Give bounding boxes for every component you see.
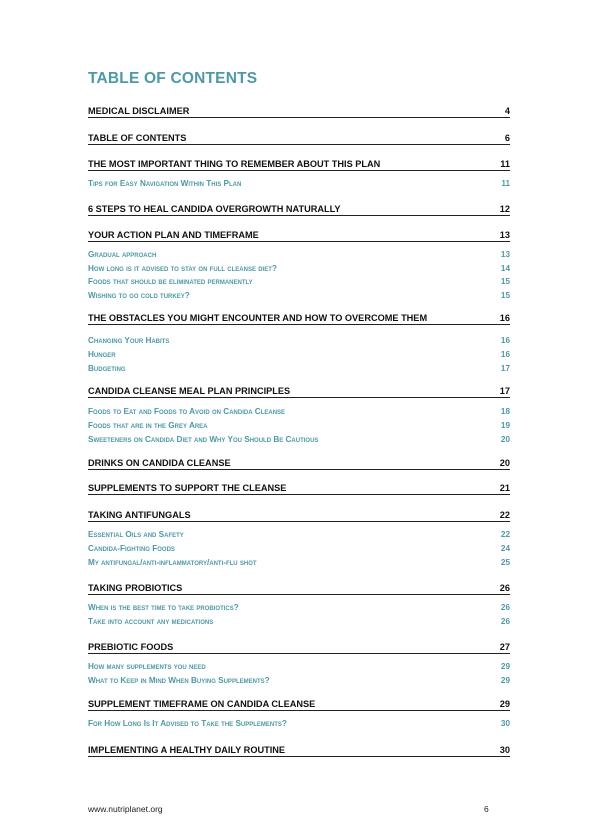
toc-entry-label: What to Keep in Mind When Buying Supplements? [88, 676, 270, 685]
toc-section-entry[interactable] [88, 697, 510, 711]
toc-subsection-entry[interactable] [88, 289, 510, 300]
toc-entry-label: Sweeteners on Candida Diet and Why You Should Be Cautious [88, 435, 319, 444]
toc-entry-label: When is the best time to take probiotics? [88, 603, 239, 612]
page-title: TABLE OF CONTENTS [88, 70, 258, 87]
toc-entry-label: Wishing to go cold turkey? [88, 291, 190, 300]
toc-entry-label: YOUR ACTION PLAN AND TIMEFRAME [88, 230, 259, 240]
toc-entry-label: THE OBSTACLES YOU MIGHT ENCOUNTER AND HOW TO OVERCOME THEM [88, 313, 428, 323]
toc-section-entry[interactable] [88, 481, 510, 495]
toc-subsection-entry[interactable] [88, 334, 510, 345]
toc-entry-page-number: 18 [500, 407, 510, 416]
toc-entry-label: SUPPLEMENT TIMEFRAME ON CANDIDA CLEANSE [88, 699, 316, 709]
toc-entry-label: Foods to Eat and Foods to Avoid on Candida Cleanse [88, 407, 286, 416]
toc-subsection-entry[interactable] [88, 528, 510, 539]
toc-entry-label: Changing Your Habits [88, 336, 170, 345]
toc-subsection-entry[interactable] [88, 660, 510, 671]
toc-entry-label: MEDICAL DISCLAIMER [88, 106, 190, 116]
toc-subsection-entry[interactable] [88, 556, 510, 567]
toc-subsection-entry[interactable] [88, 362, 510, 373]
toc-entry-label: 6 STEPS TO HEAL CANDIDA OVERGROWTH NATURALLY [88, 204, 341, 214]
toc-section-entry[interactable] [88, 508, 510, 522]
toc-entry-page-number: 26 [500, 603, 510, 612]
toc-entry-page-number: 13 [499, 230, 510, 240]
toc-subsection-entry[interactable] [88, 717, 510, 728]
toc-entry-label: DRINKS ON CANDIDA CLEANSE [88, 458, 231, 468]
toc-section-entry[interactable] [88, 311, 510, 325]
toc-section-entry[interactable] [88, 131, 510, 145]
toc-entry-page-number: 15 [500, 291, 510, 300]
toc-section-entry[interactable] [88, 228, 510, 242]
toc-entry-label: Foods that are in the Grey Area [88, 421, 208, 430]
toc-entry-label: IMPLEMENTING A HEALTHY DAILY ROUTINE [88, 745, 286, 755]
toc-entry-page-number: 22 [499, 510, 510, 520]
toc-section-entry[interactable] [88, 202, 510, 216]
toc-entry-page-number: 30 [499, 745, 510, 755]
toc-entry-label: THE MOST IMPORTANT THING TO REMEMBER ABOUT THIS PLAN [88, 159, 381, 169]
toc-entry-page-number: 11 [500, 159, 510, 169]
toc-subsection-entry[interactable] [88, 248, 510, 259]
toc-section-entry[interactable] [88, 743, 510, 757]
toc-section-entry[interactable] [88, 104, 510, 118]
toc-entry-label: Essential Oils and Safety [88, 530, 184, 539]
toc-section-entry[interactable] [88, 157, 510, 171]
toc-entry-page-number: 30 [500, 719, 510, 728]
toc-entry-label: TAKING ANTIFUNGALS [88, 510, 191, 520]
toc-entry-page-number: 17 [499, 386, 510, 396]
toc-entry-page-number: 24 [500, 544, 510, 553]
toc-subsection-entry[interactable] [88, 419, 510, 430]
toc-entry-page-number: 20 [500, 435, 510, 444]
toc-entry-label: How long is it advised to stay on full cleanse diet? [88, 264, 277, 273]
toc-entry-page-number: 16 [500, 350, 510, 359]
toc-section-entry[interactable] [88, 456, 510, 470]
toc-entry-label: SUPPLEMENTS TO SUPPORT THE CLEANSE [88, 483, 287, 493]
toc-section-entry[interactable] [88, 640, 510, 654]
toc-entry-label: PREBIOTIC FOODS [88, 642, 174, 652]
toc-subsection-entry[interactable] [88, 262, 510, 273]
toc-subsection-entry[interactable] [88, 615, 510, 626]
toc-entry-page-number: 14 [500, 264, 510, 273]
toc-entry-page-number: 25 [500, 558, 510, 567]
footer-url: www.nutriplanet.org [88, 804, 163, 814]
toc-entry-page-number: 15 [500, 277, 510, 286]
toc-entry-page-number: 4 [504, 106, 510, 116]
toc-entry-label: My antifungal/anti-inflammatory/anti-flu shot [88, 558, 257, 567]
toc-entry-page-number: 22 [500, 530, 510, 539]
toc-entry-page-number: 26 [500, 617, 510, 626]
toc-entry-label: Budgeting [88, 364, 126, 373]
toc-subsection-entry[interactable] [88, 275, 510, 286]
toc-entry-label: Hunger [88, 350, 116, 359]
toc-subsection-entry[interactable] [88, 177, 510, 188]
toc-entry-page-number: 29 [499, 699, 510, 709]
toc-section-entry[interactable] [88, 581, 510, 595]
toc-subsection-entry[interactable] [88, 348, 510, 359]
toc-entry-page-number: 27 [499, 642, 510, 652]
toc-entry-page-number: 19 [500, 421, 510, 430]
toc-subsection-entry[interactable] [88, 405, 510, 416]
toc-entry-label: Foods that should be eliminated permanently [88, 277, 253, 286]
toc-subsection-entry[interactable] [88, 601, 510, 612]
toc-entry-page-number: 12 [499, 204, 510, 214]
toc-entry-page-number: 17 [500, 364, 510, 373]
toc-entry-label: Tips for Easy Navigation Within This Plan [88, 179, 242, 188]
toc-section-entry[interactable] [88, 384, 510, 398]
toc-entry-label: TAKING PROBIOTICS [88, 583, 183, 593]
toc-entry-page-number: 26 [499, 583, 510, 593]
toc-subsection-entry[interactable] [88, 542, 510, 553]
toc-entry-label: How many supplements you need [88, 662, 206, 671]
toc-entry-label: Gradual approach [88, 250, 157, 259]
toc-entry-page-number: 21 [499, 483, 510, 493]
toc-entry-label: Candida-Fighting Foods [88, 544, 175, 553]
toc-entry-page-number: 16 [499, 313, 510, 323]
footer-page-number: 6 [484, 804, 489, 814]
toc-subsection-entry[interactable] [88, 674, 510, 685]
toc-entry-label: Take into account any medications [88, 617, 214, 626]
toc-entry-label: CANDIDA CLEANSE MEAL PLAN PRINCIPLES [88, 386, 291, 396]
toc-entry-label: TABLE OF CONTENTS [88, 133, 187, 143]
toc-subsection-entry[interactable] [88, 433, 510, 444]
toc-entry-page-number: 20 [499, 458, 510, 468]
toc-entry-page-number: 29 [500, 676, 510, 685]
toc-entry-label: For How Long Is It Advised to Take the Supplements? [88, 719, 287, 728]
toc-entry-page-number: 16 [500, 336, 510, 345]
toc-entry-page-number: 11 [501, 179, 510, 188]
toc-entry-page-number: 29 [500, 662, 510, 671]
toc-entry-page-number: 6 [504, 133, 510, 143]
toc-entry-page-number: 13 [500, 250, 510, 259]
